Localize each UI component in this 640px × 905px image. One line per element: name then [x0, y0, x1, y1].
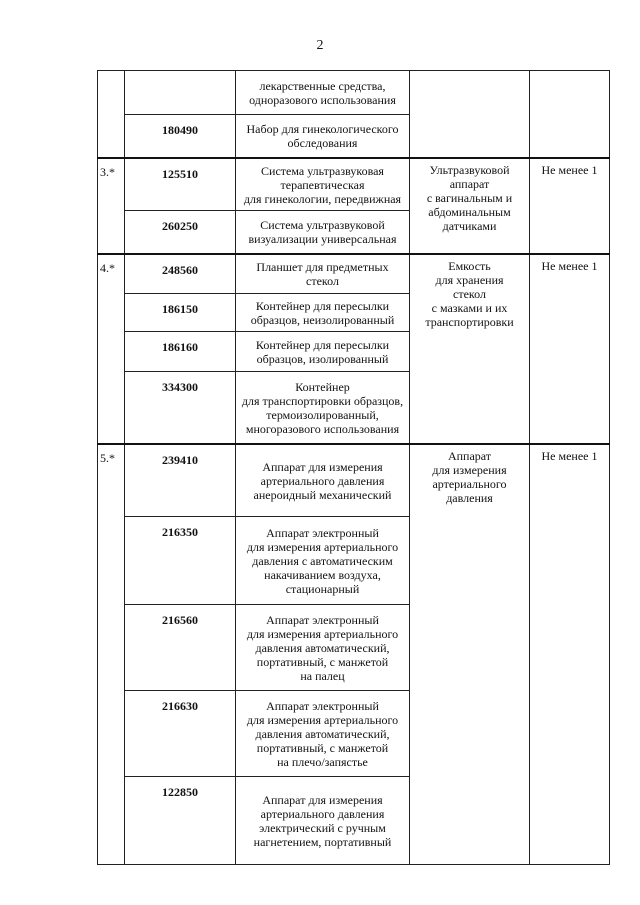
nkmi-code: 239410: [125, 444, 236, 517]
device-name: Система ультразвуковая терапевтическая для гинекологии, передвижная: [236, 158, 410, 211]
equipment-description: Емкость для хранения стекол с мазками и их транспортировки: [410, 254, 530, 444]
nkmi-code: 248560: [125, 254, 236, 294]
item-number: 3.*: [98, 158, 125, 254]
nkmi-code: 216560: [125, 605, 236, 691]
table-row: [98, 254, 610, 294]
nkmi-code: 125510: [125, 158, 236, 211]
equipment-description: Аппарат для измерения артериального давления: [410, 444, 530, 865]
table-row: [98, 71, 610, 115]
required-quantity: Не менее 1: [530, 158, 610, 254]
nkmi-code: 216630: [125, 691, 236, 777]
device-name: лекарственные средства, одноразового использования: [236, 71, 410, 115]
table-row: [98, 444, 610, 517]
nkmi-code: 180490: [125, 115, 236, 158]
device-name: Контейнер для транспортировки образцов, термоизолированный, многоразового использования: [236, 372, 410, 444]
nkmi-code: 334300: [125, 372, 236, 444]
page-number: 2: [316, 38, 324, 53]
item-number: [98, 71, 125, 158]
item-number: 5.*: [98, 444, 125, 865]
required-quantity: Не менее 1: [530, 254, 610, 444]
device-name: Контейнер для пересылки образцов, изолированный: [236, 332, 410, 372]
device-name: Система ультразвуковой визуализации универсальная: [236, 211, 410, 254]
nkmi-code: 186160: [125, 332, 236, 372]
nkmi-code: 122850: [125, 777, 236, 865]
device-name: Аппарат для измерения артериального давления анероидный механический: [236, 444, 410, 517]
device-name: Аппарат электронный для измерения артериального давления с автоматическим накачиванием воздуха, стационарный: [236, 517, 410, 605]
nkmi-code: [125, 71, 236, 115]
item-number: 4.*: [98, 254, 125, 444]
equipment-description: Ультразвуковой аппарат с вагинальным и абдоминальным датчиками: [410, 158, 530, 254]
equipment-description: [410, 71, 530, 158]
table-row: [98, 158, 610, 211]
device-name: Аппарат электронный для измерения артериального давления автоматический, портативный, с манжетой на плечо/запястье: [236, 691, 410, 777]
device-name: Аппарат для измерения артериального давления электрический с ручным нагнетением, портативный: [236, 777, 410, 865]
device-name: Контейнер для пересылки образцов, неизолированный: [236, 294, 410, 332]
device-name: Аппарат электронный для измерения артериального давления автоматический, портативный, с манжетой на палец: [236, 605, 410, 691]
nkmi-code: 260250: [125, 211, 236, 254]
equipment-table: [97, 70, 610, 865]
nkmi-code: 216350: [125, 517, 236, 605]
device-name: Набор для гинекологического обследования: [236, 115, 410, 158]
nkmi-code: 186150: [125, 294, 236, 332]
required-quantity: Не менее 1: [530, 444, 610, 865]
device-name: Планшет для предметных стекол: [236, 254, 410, 294]
required-quantity: [530, 71, 610, 158]
